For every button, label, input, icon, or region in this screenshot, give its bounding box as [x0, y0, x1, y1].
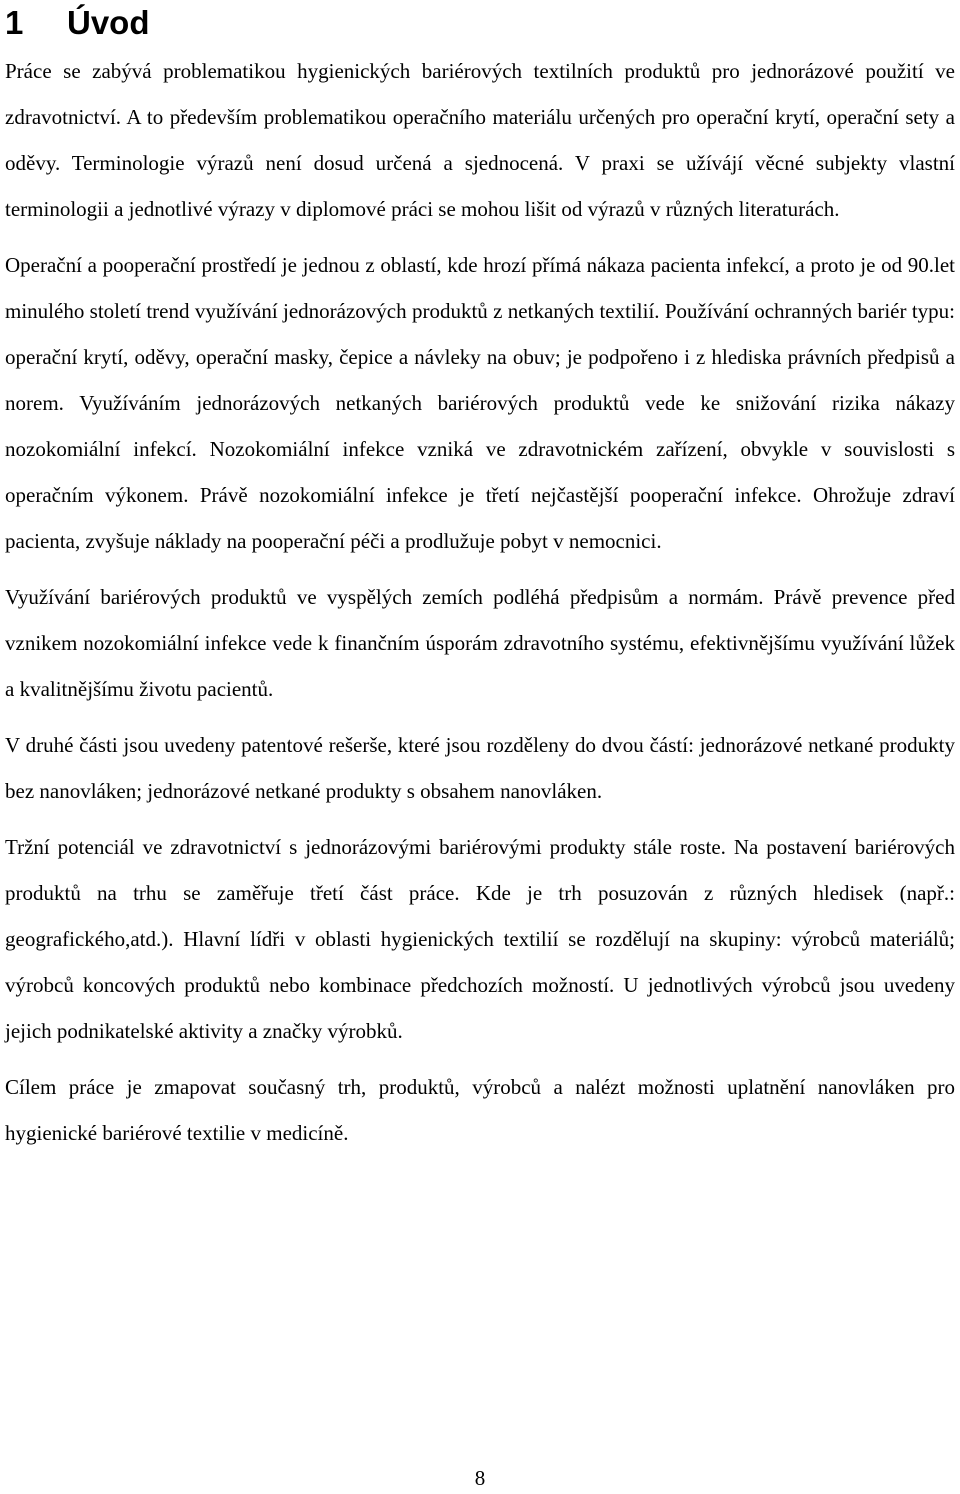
- body-text: [5, 48, 955, 1166]
- chapter-title: Úvod: [67, 4, 150, 41]
- paragraph-patent-search: V druhé části jsou uvedeny patentové rešerše, které jsou rozděleny do dvou částí: jednorázové netkané produkty bez nanovláken; jednorázové netkané produkty s obsahem nanovláken.: [5, 733, 955, 803]
- paragraph-intro: Práce se zabývá problematikou hygienických bariérových textilních produktů pro jednorázové použití ve zdravotnictví. A to především problematikou operačního materiálu určených pro operační krytí, operační sety a oděvy. Terminologie výrazů není dosud určená a sjednocená. V praxi se užívájí věcné subjekty vlastní terminologii a jednotlivé výrazy v diplomové práci se mohou lišit od výrazů v různých literaturách.: [5, 59, 955, 221]
- paragraph-market-potential: Tržní potenciál ve zdravotnictví s jednorázovými bariérovými produkty stále roste. Na postavení bariérových produktů na trhu se zaměřuje třetí část práce. Kde je trh posuzován z různých hledisek (např.: geografického,atd.). Hlavní lídři v oblasti hygienických textilií se rozdělují na skupiny: výrobců materiálů; výrobců koncových produktů nebo kombinace předchozích možností. U jednotlivých výrobců jsou uvedeny jejich podnikatelské aktivity a značky výrobků.: [5, 835, 955, 1043]
- chapter-heading: [5, 2, 150, 44]
- paragraph-barrier-products: Využívání bariérových produktů ve vyspělých zemích podléhá předpisům a normám. Právě prevence před vznikem nozokomiální infekce vede k finančním úsporám zdravotního systému, efektivnějšímu využívání lůžek a kvalitnějšímu životu pacientů.: [5, 585, 955, 701]
- paragraph-operating-environment: Operační a pooperační prostředí je jednou z oblastí, kde hrozí přímá nákaza pacienta infekcí, a proto je od 90.let minulého století trend využívání jednorázových produktů z netkaných textilií. Používání ochranných bariér typu: operační krytí, oděvy, operační masky, čepice a návleky na obuv; je podpořeno i z hlediska právních předpisů a norem. Využíváním jednorázových netkaných bariérových produktů vede ke snižování rizika nákazy nozokomiální infekcí. Nozokomiální infekce vzniká ve zdravotnickém zařízení, obvykle v souvislosti s operačním výkonem. Právě nozokomiální infekce je třetí nejčastější pooperační infekce. Ohrožuje zdraví pacienta, zvyšuje náklady na pooperační péči a prodlužuje pobyt v nemocnici.: [5, 253, 955, 553]
- chapter-number: 1: [5, 4, 24, 41]
- paragraph-goal: Cílem práce je zmapovat současný trh, produktů, výrobců a nalézt možnosti uplatnění nanovláken pro hygienické bariérové textilie v medicíně.: [5, 1075, 955, 1145]
- page-number: 8: [474, 1466, 486, 1490]
